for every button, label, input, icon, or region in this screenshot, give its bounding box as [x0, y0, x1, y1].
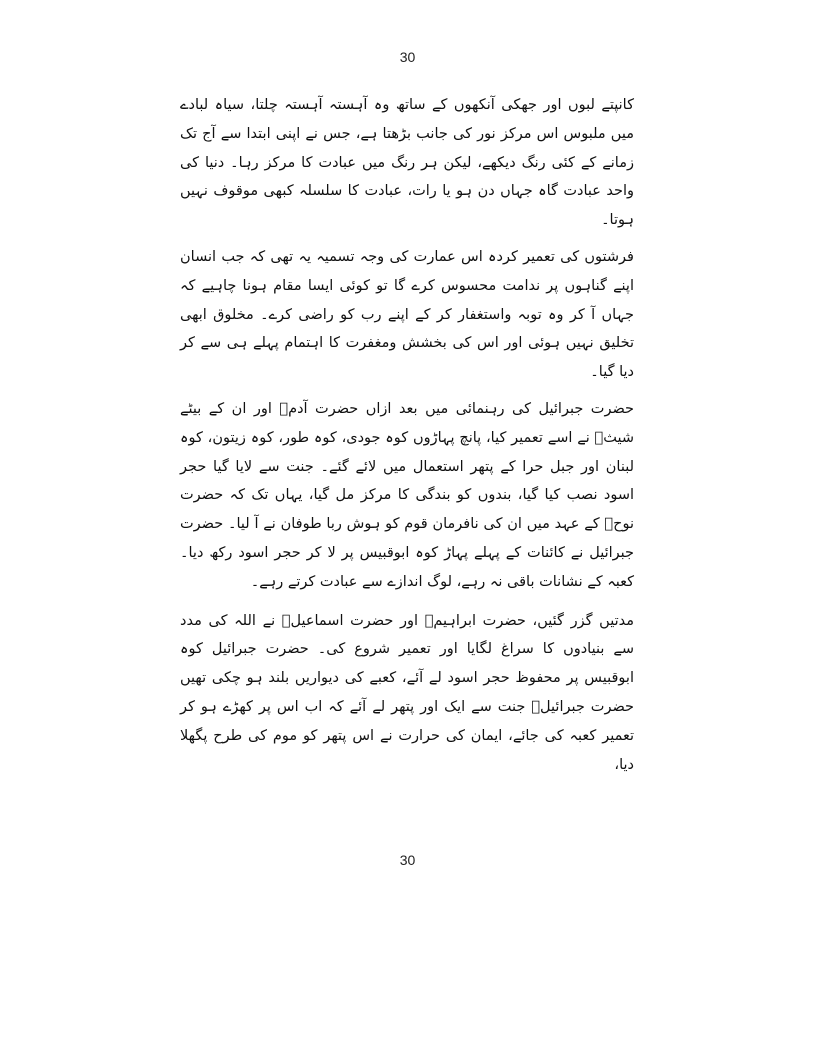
paragraph-2: فرشتوں کی تعمیر کردہ اس عمارت کی وجہ تسمیہ یہ تھی کہ جب انسان اپنے گناہوں پر ندامت محسوس کرے گا تو کوئی ایسا مقام ہونا چاہیے کہ جہاں آ کر وہ توبہ واستغفار کر کے اپنے رب کو راضی کرے۔ مخلوق ابھی تخلیق نہیں ہوئی اور اس کی بخشش ومغفرت کا اہتمام پہلے ہی سے کر دیا گیا۔ — [180, 248, 634, 381]
paragraph-4: مدتیں گزر گئیں، حضرت ابراہیمؑ اور حضرت اسماعیلؑ نے اللہ کی مدد سے بنیادوں کا سراغ لگایا اور تعمیر شروع کی۔ حضرت جبرائیل کوہ ابوقبیس پر محفوظ حجر اسود لے آئے، کعبے کی دیواریں بلند ہو چکی تھیں حضرت جبرائیلؑ جنت سے ایک اور پتھر لے آئے کہ اب اس پر کھڑے ہو کر تعمیر کعبہ کی جائے، ایمان کی حرارت نے اس پتھر کو موم کی طرح پگھلا دیا، — [180, 612, 634, 773]
body-text — [180, 91, 634, 788]
page-number-bottom: 30 — [399, 852, 416, 868]
paragraph-1: کانپتے لبوں اور جھکی آنکھوں کے ساتھ وہ آہستہ آہستہ چلتا، سیاہ لبادے میں ملبوس اس مرکز نور کی جانب بڑھتا ہے، جس نے اپنی ابتدا سے آج تک زمانے کے کئی رنگ دیکھے، لیکن ہر رنگ میں عبادت کا مرکز رہا۔ دنیا کی واحد عبادت گاہ جہاں دن ہو یا رات، عبادت کا سلسلہ کبھی موقوف نہیں ہوتا۔ — [180, 97, 634, 229]
paragraph-3: حضرت جبرائیل کی رہنمائی میں بعد ازاں حضرت آدمؑ اور ان کے بیٹے شیثؑ نے اسے تعمیر کیا، پانچ پہاڑوں کوہ جودی، کوہ طور، کوہ زیتون، کوہ لبنان اور جبل حرا کے پتھر استعمال میں لائے گئے۔ جنت سے لایا گیا حجر اسود نصب کیا گیا، بندوں کو بندگی کا مرکز مل گیا، یہاں تک کہ حضرت نوحؑ کے عہد میں ان کی نافرمان قوم کو ہوش ربا طوفان نے آ لیا۔ حضرت جبرائیل نے کائنات کے پہلے پہاڑ کوہ ابوقبیس پر لا کر حجر اسود رکھ دیا۔ کعبہ کے نشانات باقی نہ رہے، لوگ اندازے سے عبادت کرتے رہے۔ — [180, 400, 634, 590]
page-number-top: 30 — [399, 49, 416, 65]
